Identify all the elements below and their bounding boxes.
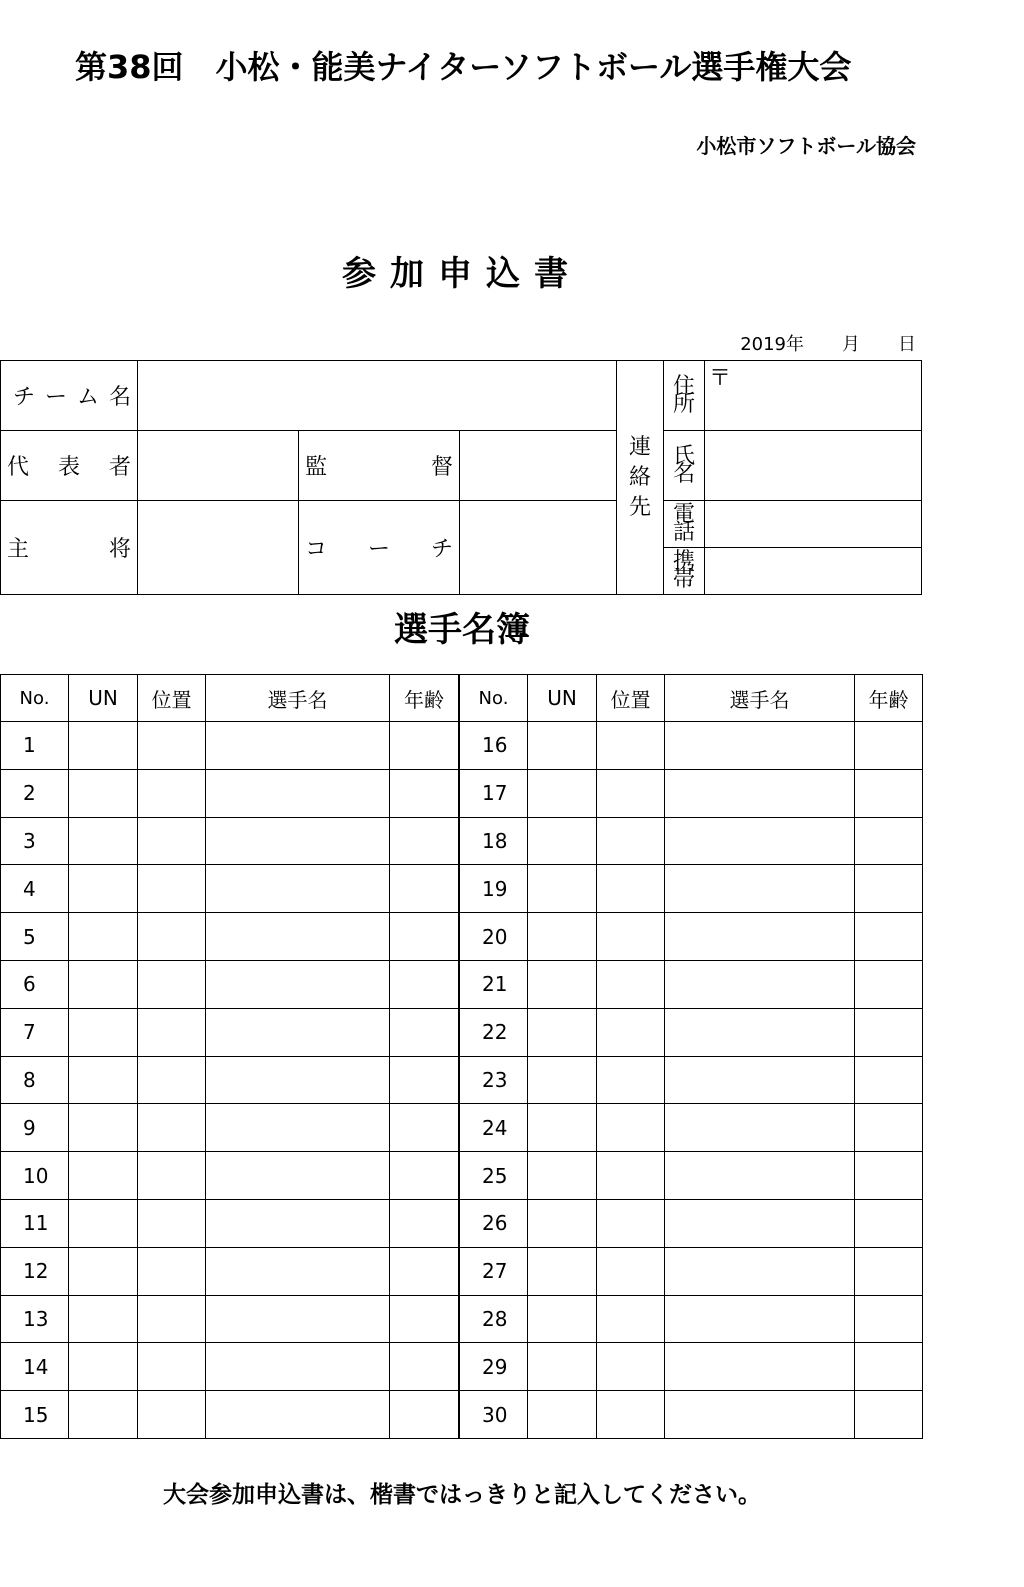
- player-name-cell[interactable]: [206, 1152, 390, 1200]
- row-number: 5: [1, 913, 69, 961]
- row-number: 19: [460, 865, 528, 913]
- age-cell[interactable]: [390, 769, 459, 817]
- postal-mark: 〒: [709, 366, 732, 391]
- row-number: 30: [460, 1391, 528, 1439]
- age-cell[interactable]: [855, 1391, 923, 1439]
- roster-row: [460, 1008, 923, 1056]
- representative-field[interactable]: [138, 431, 299, 501]
- row-number: 26: [460, 1199, 528, 1247]
- age-cell[interactable]: [855, 1056, 923, 1104]
- age-cell[interactable]: [390, 1152, 459, 1200]
- age-cell[interactable]: [390, 1104, 459, 1152]
- manager-field[interactable]: [460, 431, 617, 501]
- position-cell[interactable]: [597, 769, 665, 817]
- age-cell[interactable]: [390, 913, 459, 961]
- position-cell[interactable]: [138, 1056, 206, 1104]
- contact-name-field[interactable]: [705, 431, 922, 501]
- row-number: 3: [1, 817, 69, 865]
- roster-row: [1, 1104, 459, 1152]
- age-cell[interactable]: [855, 1008, 923, 1056]
- organizer-name: 小松市ソフトボール協会: [696, 134, 916, 158]
- row-number: 2: [1, 769, 69, 817]
- header-position: 位置: [597, 675, 665, 722]
- player-name-cell[interactable]: [206, 722, 390, 770]
- address-label: 住 所: [664, 361, 705, 431]
- player-name-cell[interactable]: [206, 1391, 390, 1439]
- un-cell[interactable]: [528, 1391, 597, 1439]
- position-cell[interactable]: [597, 722, 665, 770]
- player-name-cell[interactable]: [665, 960, 855, 1008]
- row-number: 24: [460, 1104, 528, 1152]
- row-number: 11: [1, 1199, 69, 1247]
- position-cell[interactable]: [597, 913, 665, 961]
- row-number: 23: [460, 1056, 528, 1104]
- row-number: 17: [460, 769, 528, 817]
- player-name-cell[interactable]: [665, 1247, 855, 1295]
- row-number: 1: [1, 722, 69, 770]
- roster-row: [1, 769, 459, 817]
- roster-row: [1, 1391, 459, 1439]
- un-cell[interactable]: [69, 722, 138, 770]
- date-day: 日: [898, 334, 916, 355]
- event-title: 第38回 小松・能美ナイターソフトボール選手権大会: [75, 48, 852, 86]
- un-cell[interactable]: [528, 1056, 597, 1104]
- contact-name-label: 氏 名: [664, 431, 705, 501]
- row-number: 7: [1, 1008, 69, 1056]
- player-name-cell[interactable]: [206, 817, 390, 865]
- position-cell[interactable]: [138, 722, 206, 770]
- player-name-cell[interactable]: [206, 960, 390, 1008]
- age-cell[interactable]: [390, 1295, 459, 1343]
- un-cell[interactable]: [69, 913, 138, 961]
- player-name-cell[interactable]: [206, 1343, 390, 1391]
- date-year: 2019年: [740, 334, 804, 355]
- roster-row: [460, 1295, 923, 1343]
- player-name-cell[interactable]: [206, 913, 390, 961]
- date-line: [736, 330, 916, 356]
- position-cell[interactable]: [138, 817, 206, 865]
- player-name-cell[interactable]: [665, 1152, 855, 1200]
- un-cell[interactable]: [528, 960, 597, 1008]
- age-cell[interactable]: [390, 817, 459, 865]
- roster-row: [1, 1008, 459, 1056]
- address-field[interactable]: [705, 361, 922, 431]
- date-month: 月: [842, 334, 860, 355]
- roster-row: [460, 1056, 923, 1104]
- age-cell[interactable]: [390, 1199, 459, 1247]
- position-cell[interactable]: [597, 865, 665, 913]
- header-un: UN: [528, 675, 597, 722]
- player-name-cell[interactable]: [206, 865, 390, 913]
- row-number: 16: [460, 722, 528, 770]
- row-number: 9: [1, 1104, 69, 1152]
- age-cell[interactable]: [855, 960, 923, 1008]
- header-un: UN: [69, 675, 138, 722]
- age-cell[interactable]: [855, 1199, 923, 1247]
- row-number: 15: [1, 1391, 69, 1439]
- roster-row: [460, 1247, 923, 1295]
- player-name-cell[interactable]: [665, 913, 855, 961]
- un-cell[interactable]: [528, 1295, 597, 1343]
- player-name-cell[interactable]: [665, 1199, 855, 1247]
- position-cell[interactable]: [138, 1391, 206, 1439]
- player-name-cell[interactable]: [206, 1056, 390, 1104]
- row-number: 14: [1, 1343, 69, 1391]
- roster-row: [460, 1343, 923, 1391]
- contact-label: 連 絡 先: [617, 361, 664, 595]
- position-cell[interactable]: [597, 1152, 665, 1200]
- row-number: 4: [1, 865, 69, 913]
- header-age: 年齢: [390, 675, 459, 722]
- team-info-table: [0, 360, 922, 595]
- position-cell[interactable]: [138, 1152, 206, 1200]
- position-cell[interactable]: [138, 1343, 206, 1391]
- age-cell[interactable]: [855, 1343, 923, 1391]
- player-name-cell[interactable]: [665, 1056, 855, 1104]
- un-cell[interactable]: [69, 1152, 138, 1200]
- un-cell[interactable]: [69, 1247, 138, 1295]
- position-cell[interactable]: [138, 1295, 206, 1343]
- age-cell[interactable]: [390, 1056, 459, 1104]
- position-cell[interactable]: [597, 1104, 665, 1152]
- roster-row: [460, 960, 923, 1008]
- position-cell[interactable]: [597, 1056, 665, 1104]
- un-cell[interactable]: [69, 1295, 138, 1343]
- position-cell[interactable]: [138, 960, 206, 1008]
- un-cell[interactable]: [528, 1199, 597, 1247]
- player-name-cell[interactable]: [206, 1104, 390, 1152]
- un-cell[interactable]: [69, 817, 138, 865]
- age-cell[interactable]: [855, 1295, 923, 1343]
- row-number: 10: [1, 1152, 69, 1200]
- un-cell[interactable]: [528, 1104, 597, 1152]
- roster-row: [460, 1104, 923, 1152]
- roster-row: [1, 865, 459, 913]
- header-player-name: 選手名: [206, 675, 390, 722]
- un-cell[interactable]: [528, 817, 597, 865]
- player-name-cell[interactable]: [206, 1247, 390, 1295]
- team-name-field[interactable]: [138, 361, 617, 431]
- un-cell[interactable]: [528, 722, 597, 770]
- roster-row: [1, 1295, 459, 1343]
- un-cell[interactable]: [69, 960, 138, 1008]
- player-name-cell[interactable]: [206, 769, 390, 817]
- roster-row: [1, 1199, 459, 1247]
- roster-row: [460, 865, 923, 913]
- roster-title: 選手名簿: [394, 610, 530, 650]
- roster-row: [1, 817, 459, 865]
- header-no: No.: [460, 675, 528, 722]
- un-cell[interactable]: [69, 769, 138, 817]
- position-cell[interactable]: [597, 1247, 665, 1295]
- un-cell[interactable]: [69, 1104, 138, 1152]
- roster-row: [460, 1199, 923, 1247]
- roster-table-right: [459, 674, 923, 1439]
- phone-field[interactable]: [705, 501, 921, 548]
- mobile-field[interactable]: [705, 548, 921, 594]
- representative-label: 代 表 者: [1, 431, 138, 501]
- roster-table-left: [0, 674, 459, 1439]
- player-name-cell[interactable]: [665, 722, 855, 770]
- row-number: 29: [460, 1343, 528, 1391]
- position-cell[interactable]: [597, 1199, 665, 1247]
- row-number: 25: [460, 1152, 528, 1200]
- row-number: 20: [460, 913, 528, 961]
- age-cell[interactable]: [855, 1104, 923, 1152]
- un-cell[interactable]: [69, 1199, 138, 1247]
- player-name-cell[interactable]: [665, 1343, 855, 1391]
- age-cell[interactable]: [855, 1152, 923, 1200]
- age-cell[interactable]: [390, 1247, 459, 1295]
- captain-field[interactable]: [138, 501, 299, 595]
- position-cell[interactable]: [597, 817, 665, 865]
- player-name-cell[interactable]: [206, 1295, 390, 1343]
- form-title: 参加申込書: [342, 254, 582, 294]
- manager-label: 監 督: [299, 431, 460, 501]
- row-number: 21: [460, 960, 528, 1008]
- row-number: 6: [1, 960, 69, 1008]
- roster-row: [460, 1152, 923, 1200]
- age-cell[interactable]: [855, 722, 923, 770]
- position-cell[interactable]: [597, 1008, 665, 1056]
- row-number: 22: [460, 1008, 528, 1056]
- player-name-cell[interactable]: [665, 865, 855, 913]
- player-name-cell[interactable]: [665, 769, 855, 817]
- roster-row: [1, 1056, 459, 1104]
- un-cell[interactable]: [69, 1056, 138, 1104]
- captain-label: 主 将: [1, 501, 138, 595]
- age-cell[interactable]: [390, 722, 459, 770]
- player-name-cell[interactable]: [665, 1295, 855, 1343]
- row-number: 28: [460, 1295, 528, 1343]
- un-cell[interactable]: [69, 865, 138, 913]
- player-name-cell[interactable]: [665, 1008, 855, 1056]
- row-number: 13: [1, 1295, 69, 1343]
- player-name-cell[interactable]: [665, 1104, 855, 1152]
- age-cell[interactable]: [855, 865, 923, 913]
- un-cell[interactable]: [528, 769, 597, 817]
- un-cell[interactable]: [69, 1008, 138, 1056]
- coach-field[interactable]: [460, 501, 617, 595]
- row-number: 8: [1, 1056, 69, 1104]
- position-cell[interactable]: [138, 769, 206, 817]
- player-name-cell[interactable]: [206, 1199, 390, 1247]
- age-cell[interactable]: [390, 865, 459, 913]
- position-cell[interactable]: [597, 1343, 665, 1391]
- age-cell[interactable]: [390, 960, 459, 1008]
- un-cell[interactable]: [528, 1152, 597, 1200]
- roster-row: [1, 1152, 459, 1200]
- phone-mobile-labels: 電 話 携 帯: [664, 501, 705, 595]
- header-position: 位置: [138, 675, 206, 722]
- un-cell[interactable]: [528, 1247, 597, 1295]
- roster-row: [460, 913, 923, 961]
- age-cell[interactable]: [390, 1391, 459, 1439]
- un-cell[interactable]: [69, 1391, 138, 1439]
- row-number: 27: [460, 1247, 528, 1295]
- un-cell[interactable]: [528, 1008, 597, 1056]
- position-cell[interactable]: [597, 960, 665, 1008]
- roster-row: [460, 817, 923, 865]
- header-age: 年齢: [855, 675, 923, 722]
- roster-row: [1, 960, 459, 1008]
- header-no: No.: [1, 675, 69, 722]
- player-name-cell[interactable]: [665, 1391, 855, 1439]
- position-cell[interactable]: [138, 865, 206, 913]
- footer-note: 大会参加申込書は、楷書ではっきりと記入してください。: [163, 1482, 761, 1508]
- roster-row: [1, 1343, 459, 1391]
- roster-row: [1, 1247, 459, 1295]
- player-name-cell[interactable]: [665, 817, 855, 865]
- player-name-cell[interactable]: [206, 1008, 390, 1056]
- un-cell[interactable]: [528, 1343, 597, 1391]
- roster-row: [460, 1391, 923, 1439]
- roster-row: [1, 722, 459, 770]
- un-cell[interactable]: [69, 1343, 138, 1391]
- age-cell[interactable]: [855, 817, 923, 865]
- roster-row: [1, 913, 459, 961]
- header-player-name: 選手名: [665, 675, 855, 722]
- team-name-label: チ ー ム 名: [1, 361, 138, 431]
- roster-row: [460, 769, 923, 817]
- position-cell[interactable]: [138, 1247, 206, 1295]
- age-cell[interactable]: [855, 1247, 923, 1295]
- position-cell[interactable]: [138, 1199, 206, 1247]
- age-cell[interactable]: [855, 769, 923, 817]
- coach-label: コ ー チ: [299, 501, 460, 595]
- position-cell[interactable]: [597, 1391, 665, 1439]
- position-cell[interactable]: [597, 1295, 665, 1343]
- position-cell[interactable]: [138, 1008, 206, 1056]
- age-cell[interactable]: [855, 913, 923, 961]
- roster-row: [460, 722, 923, 770]
- un-cell[interactable]: [528, 913, 597, 961]
- phone-mobile-fields[interactable]: [705, 501, 922, 595]
- un-cell[interactable]: [528, 865, 597, 913]
- position-cell[interactable]: [138, 913, 206, 961]
- row-number: 12: [1, 1247, 69, 1295]
- age-cell[interactable]: [390, 1343, 459, 1391]
- row-number: 18: [460, 817, 528, 865]
- position-cell[interactable]: [138, 1104, 206, 1152]
- age-cell[interactable]: [390, 1008, 459, 1056]
